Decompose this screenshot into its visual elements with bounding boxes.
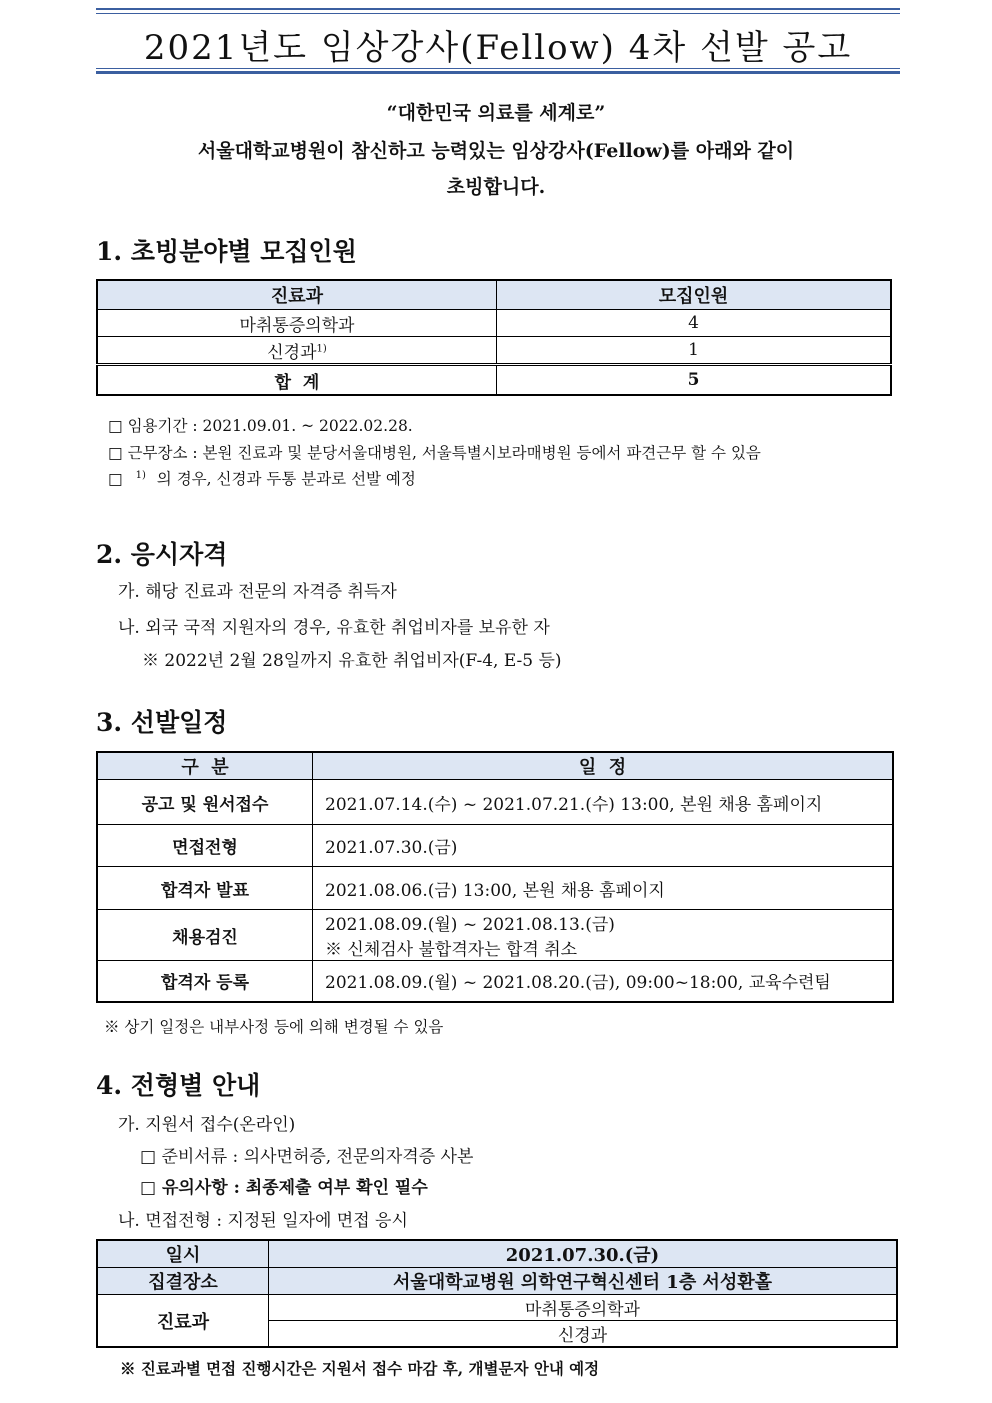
- col-count: 모집인원: [497, 280, 892, 310]
- step-b: 나. 면접전형 : 지정된 일자에 면접 응시: [118, 1211, 408, 1231]
- total-row: [97, 365, 891, 396]
- col-dept: 진료과: [97, 280, 497, 310]
- interview-place-label: 집결장소: [97, 1268, 269, 1295]
- recruitment-table: [96, 279, 892, 396]
- footnote-text: 의 경우, 신경과 두통 분과로 선발 예정: [156, 470, 416, 488]
- schedule-date: 2021.07.14.(수) ~ 2021.07.21.(수) 13:00, 본원 채용 홈페이지: [313, 780, 894, 825]
- schedule-date-line1: 2021.08.09.(월) ~ 2021.08.13.(금): [325, 915, 615, 935]
- section1-heading: 1. 초빙분야별 모집인원: [96, 237, 357, 266]
- schedule-date-line2: ※ 신체검사 불합격자는 합격 취소: [325, 940, 578, 960]
- col-category: 구 분: [97, 752, 313, 780]
- qualification-b: 나. 외국 국적 지원자의 경우, 유효한 취업비자를 보유한 자: [118, 618, 550, 638]
- section2-heading: 2. 응시자격: [96, 540, 228, 569]
- interview-dept: 신경과: [269, 1321, 898, 1348]
- table-row: [97, 1240, 897, 1268]
- schedule-date: 2021.07.30.(금): [313, 825, 894, 867]
- footer-note: ※ 진료과별 면접 진행시간은 지원서 접수 마감 후, 개별문자 안내 예정: [120, 1359, 600, 1378]
- table-row: [97, 310, 891, 337]
- total-value: 5: [497, 365, 892, 396]
- qualification-a: 가. 해당 진료과 전문의 자격증 취득자: [118, 582, 397, 602]
- count-cell: 4: [497, 310, 892, 337]
- dept-name: 신경과: [267, 342, 317, 363]
- table-row: [97, 780, 893, 825]
- note-period: □ 임용기간 : 2021.09.01. ~ 2022.02.28.: [108, 417, 413, 435]
- title-rule-top-thin: [96, 13, 900, 14]
- note-location: □ 근무장소 : 본원 진료과 및 분당서울대병원, 서울특별시보라매병원 등에서 파견근무 할 수 있음: [108, 444, 761, 462]
- qualification-note: ※ 2022년 2월 28일까지 유효한 취업비자(F-4, E-5 등): [142, 651, 562, 671]
- col-date: 일 정: [313, 752, 894, 780]
- count-cell: 1: [497, 337, 892, 365]
- title-rule-bottom: [96, 71, 900, 74]
- step-a-docs: □ 준비서류 : 의사면허증, 전문의자격증 사본: [140, 1147, 474, 1167]
- schedule-category: 면접전형: [97, 825, 313, 867]
- schedule-date: 2021.08.06.(금) 13:00, 본원 채용 홈페이지: [313, 867, 894, 910]
- table-row: [97, 1295, 897, 1321]
- interview-dept-label: 진료과: [97, 1295, 269, 1348]
- page-title: 2021년도 임상강사(Fellow) 4차 선발 공고: [143, 28, 853, 68]
- interview-date-value: 2021.07.30.(금): [269, 1240, 898, 1268]
- dept-name: 마취통증의학과: [239, 315, 355, 336]
- schedule-table: [96, 751, 894, 1003]
- intro-line: 서울대학교병원이 참신하고 능력있는 임상강사(Fellow)를 아래와 같이: [197, 140, 795, 162]
- footnote-mark: 1): [135, 469, 146, 481]
- intro-slogan: “대한민국 의료를 세계로”: [386, 102, 606, 124]
- section4-heading: 4. 전형별 안내: [96, 1071, 261, 1100]
- table-row: [97, 867, 893, 910]
- intro-line-end: 초빙합니다.: [446, 176, 546, 198]
- table-header-row: [97, 752, 893, 780]
- interview-place-value: 서울대학교병원 의학연구혁신센터 1층 서성환홀: [269, 1268, 898, 1295]
- step-a: 가. 지원서 접수(온라인): [118, 1115, 296, 1135]
- schedule-category: 합격자 발표: [97, 867, 313, 910]
- table-header-row: [97, 280, 891, 310]
- schedule-category: 공고 및 원서접수: [97, 780, 313, 825]
- table-row: [97, 337, 891, 365]
- dept-cell: [97, 337, 497, 365]
- title-rule-bottom-thin: [96, 68, 900, 69]
- interview-dept: 마취통증의학과: [269, 1295, 898, 1321]
- dept-cell: [97, 310, 497, 337]
- schedule-note: ※ 상기 일정은 내부사정 등에 의해 변경될 수 있음: [104, 1018, 444, 1036]
- table-row: [97, 825, 893, 867]
- table-row: [97, 910, 893, 961]
- footnote-mark: 1): [316, 342, 327, 354]
- step-a-caution: □ 유의사항 : 최종제출 여부 확인 필수: [140, 1178, 428, 1198]
- title-rule-top: [96, 8, 900, 10]
- table-row: [97, 961, 893, 1002]
- schedule-category: 합격자 등록: [97, 961, 313, 1002]
- interview-date-label: 일시: [97, 1240, 269, 1268]
- table-row: [97, 1268, 897, 1295]
- bullet: □: [108, 470, 123, 488]
- schedule-date: [313, 910, 894, 961]
- note-footnote: [108, 467, 416, 489]
- title-box: [96, 8, 900, 74]
- total-label: 합 계: [97, 365, 497, 396]
- schedule-date: 2021.08.09.(월) ~ 2021.08.20.(금), 09:00~18:00, 교육수련팀: [313, 961, 894, 1002]
- interview-table: [96, 1239, 898, 1348]
- schedule-category: 채용검진: [97, 910, 313, 961]
- section3-heading: 3. 선발일정: [96, 708, 228, 737]
